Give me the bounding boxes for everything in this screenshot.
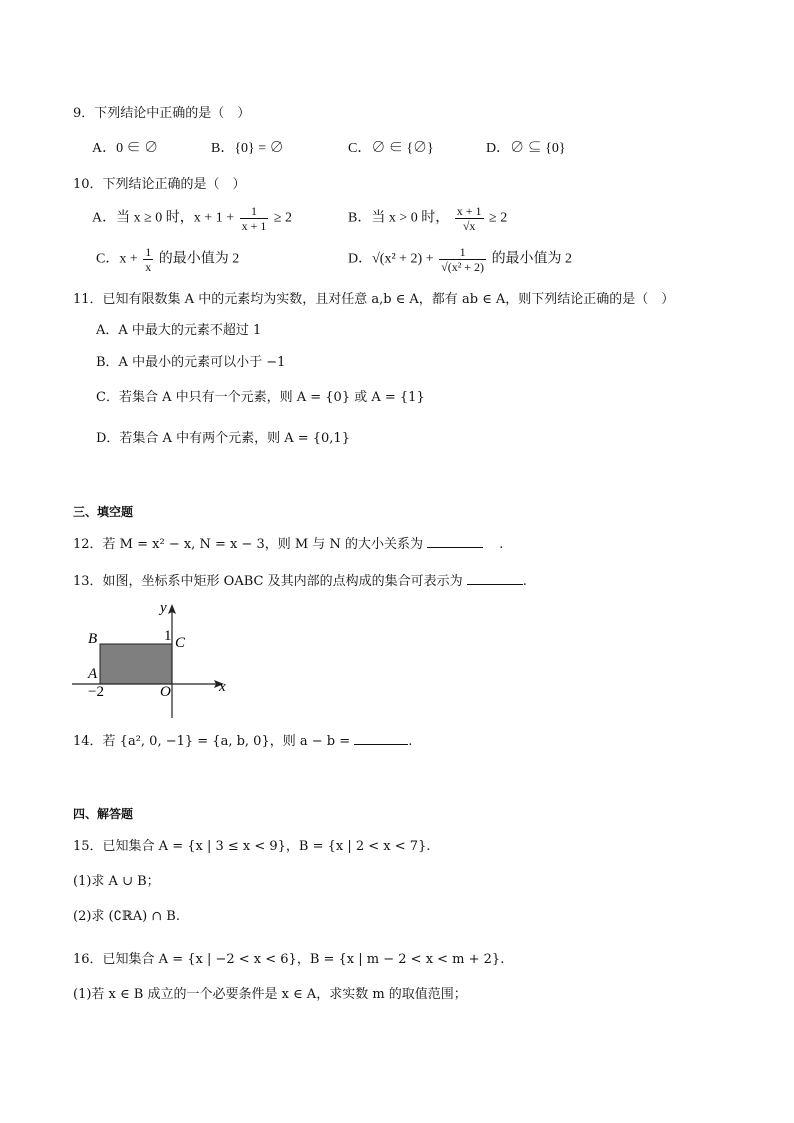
q10-c-denominator: x — [145, 260, 152, 274]
q10-a-suffix: ≥ 2 — [273, 210, 293, 226]
q10-c-numerator: 1 — [145, 245, 152, 259]
q12-text — [73, 536, 503, 553]
q10-c-prefix: C．x + — [96, 251, 138, 267]
section-answer-heading: 四、解答题 — [73, 807, 134, 821]
q13-period: . — [522, 574, 527, 589]
q10-c-fraction — [143, 245, 153, 274]
q14-period: . — [408, 734, 413, 749]
q13-answer-blank — [467, 573, 523, 585]
q10-b-suffix: ≥ 2 — [489, 210, 508, 226]
q15-stem: 15．已知集合 A = {x | 3 ≤ x < 9}，B = {x | 2 < x < 7}. — [73, 839, 431, 854]
q11-option-c: C．若集合 A 中只有一个元素，则 A = {0} 或 A = {1} — [96, 390, 425, 405]
q14-stem: 14．若 {a², 0, −1} = {a, b, 0}，则 a − b = — [73, 734, 351, 749]
q15-part-1: (1)求 A ∪ B； — [73, 874, 160, 889]
q16-part-1: (1)若 x ∈ B 成立的一个必要条件是 x ∈ A，求实数 m 的取值范围； — [73, 987, 467, 1002]
q10-d-fraction — [439, 245, 486, 274]
q10-a-denominator: x + 1 — [241, 219, 267, 233]
q11-option-b: B．A 中最小的元素可以小于 −1 — [96, 355, 286, 370]
q10-stem: 10．下列结论正确的是（ ） — [73, 177, 246, 192]
q10-d-denominator: √(x² + 2) — [441, 260, 485, 274]
y-axis-label: y — [160, 600, 167, 616]
q10-c-suffix: 的最小值为 2 — [158, 251, 240, 267]
tick-neg-two-label: −2 — [88, 684, 104, 700]
q9-option-d: D．∅ ⊆ {0} — [486, 141, 566, 156]
q10-b-denominator: √x — [462, 219, 476, 233]
tick-one-label: 1 — [164, 628, 172, 644]
point-b-label: B — [88, 631, 98, 647]
q13-text — [73, 573, 527, 590]
q12-stem: 12．若 M = x² − x, N = x − 3，则 M 与 N 的大小关系为 — [73, 537, 423, 552]
q9-stem: 9．下列结论中正确的是（ ） — [73, 106, 251, 121]
q16-stem: 16．已知集合 A = {x | −2 < x < 6}，B = {x | m − 2 < x < m + 2}. — [73, 952, 505, 967]
q10-option-a — [92, 204, 292, 233]
q10-b-prefix: B．当 x > 0 时， — [348, 210, 450, 226]
q10-d-suffix: 的最小值为 2 — [491, 251, 573, 267]
q9-option-c: C．∅ ∈ {∅} — [348, 141, 434, 156]
q11-stem: 11．已知有限数集 A 中的元素均为实数，且对任意 a,b ∈ A，都有 ab ∈ A，则下列结论正确的是（ ） — [73, 292, 675, 307]
q13-stem: 13．如图，坐标系中矩形 OABC 及其内部的点构成的集合可表示为 — [73, 574, 463, 589]
q10-option-b — [348, 204, 507, 233]
q10-b-fraction — [455, 204, 484, 233]
q10-d-prefix: D．√(x² + 2) + — [348, 251, 434, 267]
q10-a-fraction — [240, 204, 269, 233]
q12-period: . — [499, 537, 504, 552]
shaded-rectangle-oabc — [100, 644, 172, 684]
q9-option-a: A．0 ∈ ∅ — [92, 141, 159, 156]
q10-d-numerator: 1 — [439, 245, 486, 260]
q10-b-numerator: x + 1 — [456, 204, 482, 218]
q11-option-d: D．若集合 A 中有两个元素，则 A = {0,1} — [96, 431, 350, 446]
q14-text — [73, 733, 412, 750]
q15-part-2: (2)求 (∁ℝA) ∩ B. — [73, 909, 180, 924]
origin-label: O — [160, 684, 171, 700]
rectangle-coordinate-graph — [68, 596, 238, 724]
x-axis-label: x — [219, 679, 226, 695]
q14-answer-blank — [354, 733, 408, 745]
q10-a-numerator: 1 — [240, 204, 269, 219]
section-fill-in-heading: 三、填空题 — [73, 505, 134, 519]
q10-option-c — [96, 245, 239, 274]
point-c-label: C — [175, 635, 186, 651]
q9-option-b: B．{0} = ∅ — [211, 141, 284, 156]
point-a-label: A — [88, 666, 98, 682]
q11-option-a: A．A 中最大的元素不超过 1 — [96, 323, 262, 338]
q10-option-d — [348, 245, 572, 274]
q10-a-prefix: A．当 x ≥ 0 时，x + 1 + — [92, 210, 235, 226]
q12-answer-blank — [427, 536, 483, 548]
